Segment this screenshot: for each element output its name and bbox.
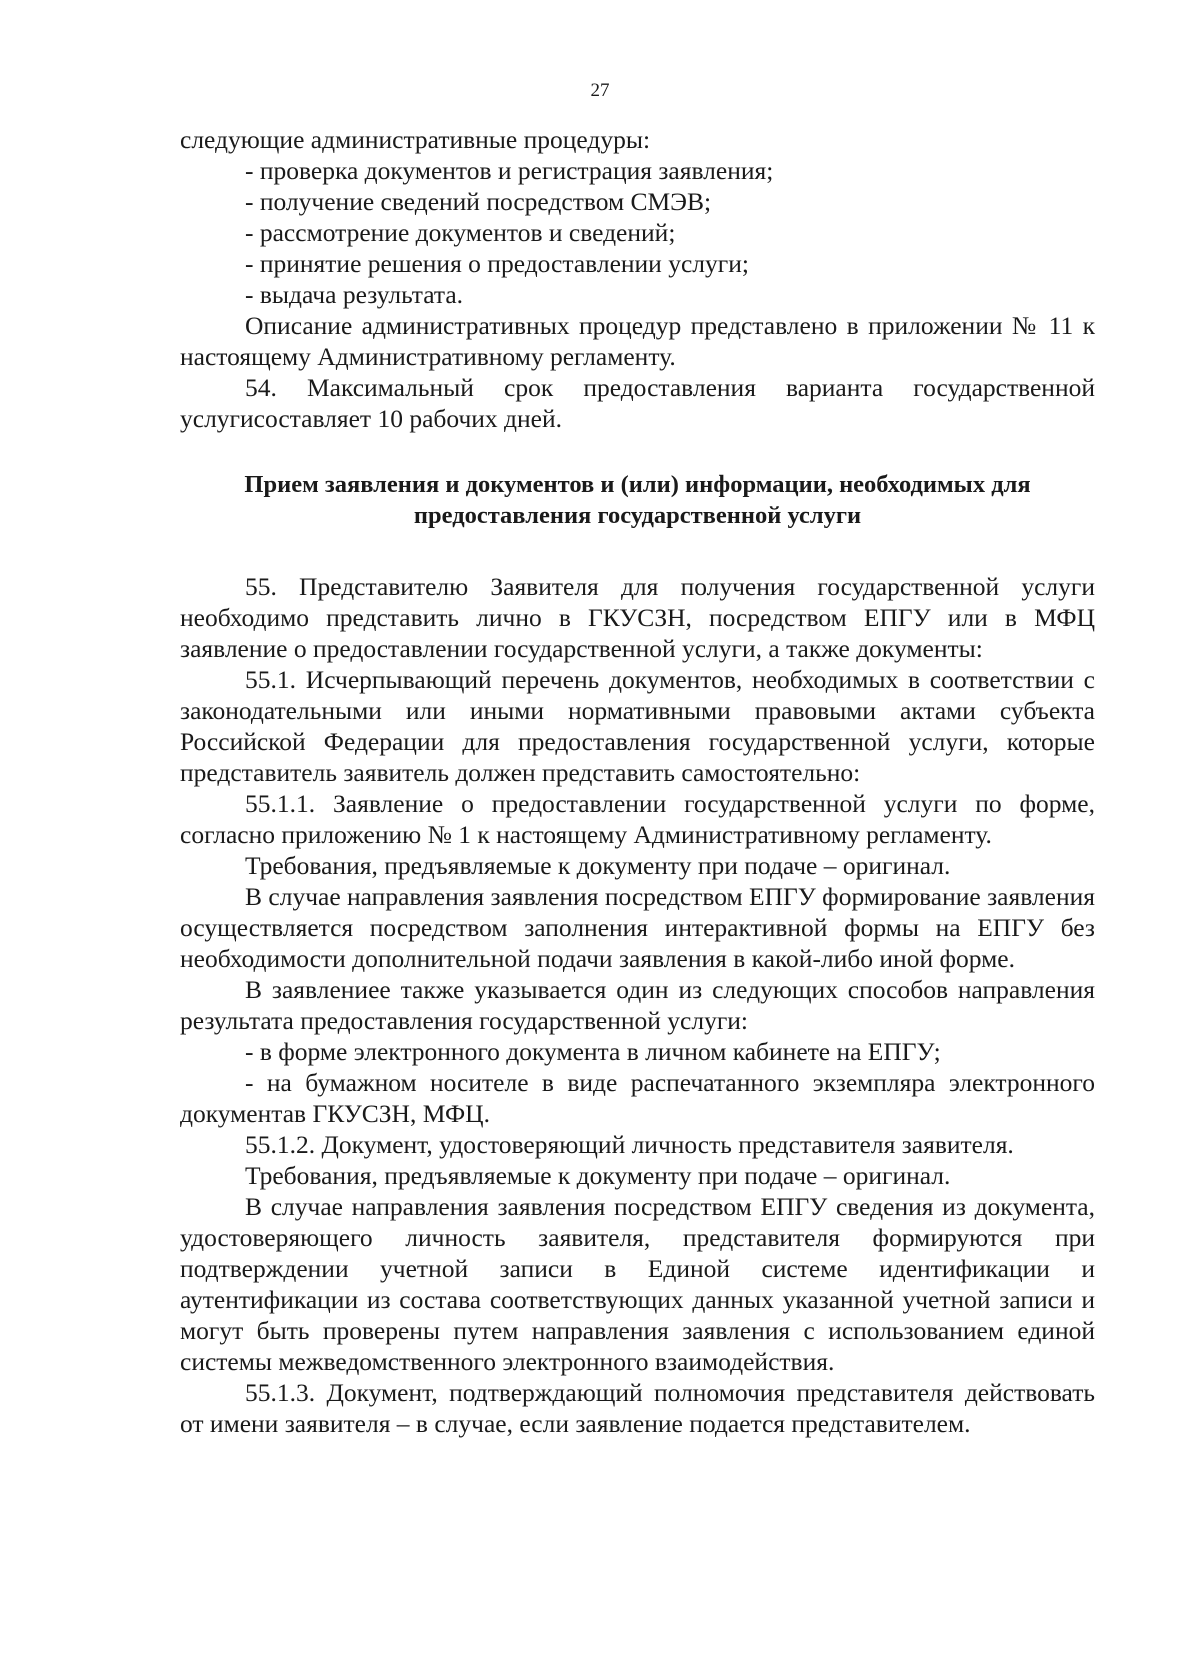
paragraph: В случае направления заявления посредством ЕПГУ сведения из документа, удостоверяющего личность заявителя, представителя формируются при подтверждении учетной записи в Единой системе идентификации и аутентификации из состава соответствующих данных указанной учетной записи и могут быть проверены путем направления заявления с использованием единой системы межведомственного электронного взаимодействия. [180,1192,1095,1376]
list-item: - принятие решения о предоставлении услуги; [245,249,749,278]
list-item: - рассмотрение документов и сведений; [245,218,676,247]
paragraph-54: 54. Максимальный срок предоставления варианта государственной услугисоставляет 10 рабочих дней. [180,373,1095,433]
paragraph-55: 55. Представителю Заявителя для получения государственной услуги необходимо представить лично в ГКУСЗН, посредством ЕПГУ или в МФЦ заявление о предоставлении государственной услуги, а также документы: [180,572,1095,663]
list-item: - выдача результата. [245,280,464,309]
section-heading: Прием заявления и документов и (или) информации, необходимых для предоставления государственной услуги [244,471,1031,529]
list-item: - проверка документов и регистрация заявления; [245,156,774,185]
paragraph: Описание административных процедур представлено в приложении № 11 к настоящему Административному регламенту. [180,311,1095,371]
paragraph: Требования, предъявляемые к документу при подаче – оригинал. [245,1161,951,1190]
list-item: - на бумажном носителе в виде распечатанного экземпляра электронного документав ГКУСЗН, МФЦ. [180,1068,1095,1128]
page-number: 27 [590,80,610,101]
paragraph: В заявлениее также указывается один из следующих способов направления результата предоставления государственной услуги: [180,975,1095,1035]
list-item: - получение сведений посредством СМЭВ; [245,187,712,216]
paragraph-55-1-1: 55.1.1. Заявление о предоставлении государственной услуги по форме, согласно приложению № 1 к настоящему Административному регламенту. [180,789,1095,849]
paragraph: В случае направления заявления посредством ЕПГУ формирование заявления осуществляется посредством заполнения интерактивной формы на ЕПГУ без необходимости дополнительной подачи заявления в какой-либо иной форме. [180,882,1095,973]
paragraph-55-1-2: 55.1.2. Документ, удостоверяющий личность представителя заявителя. [245,1130,1014,1159]
paragraph: следующие административные процедуры: [180,125,651,154]
document-body [180,124,1095,1439]
paragraph: Требования, предъявляемые к документу при подаче – оригинал. [245,851,951,880]
paragraph-55-1: 55.1. Исчерпывающий перечень документов, необходимых в соответствии с законодательными или иными нормативными правовыми актами субъекта Российской Федерации для предоставления государственной услуги, которые представитель заявитель должен представить самостоятельно: [180,665,1095,787]
paragraph-55-1-3: 55.1.3. Документ, подтверждающий полномочия представителя действовать от имени заявителя – в случае, если заявление подается представителем. [180,1378,1095,1438]
list-item: - в форме электронного документа в личном кабинете на ЕПГУ; [245,1037,941,1066]
